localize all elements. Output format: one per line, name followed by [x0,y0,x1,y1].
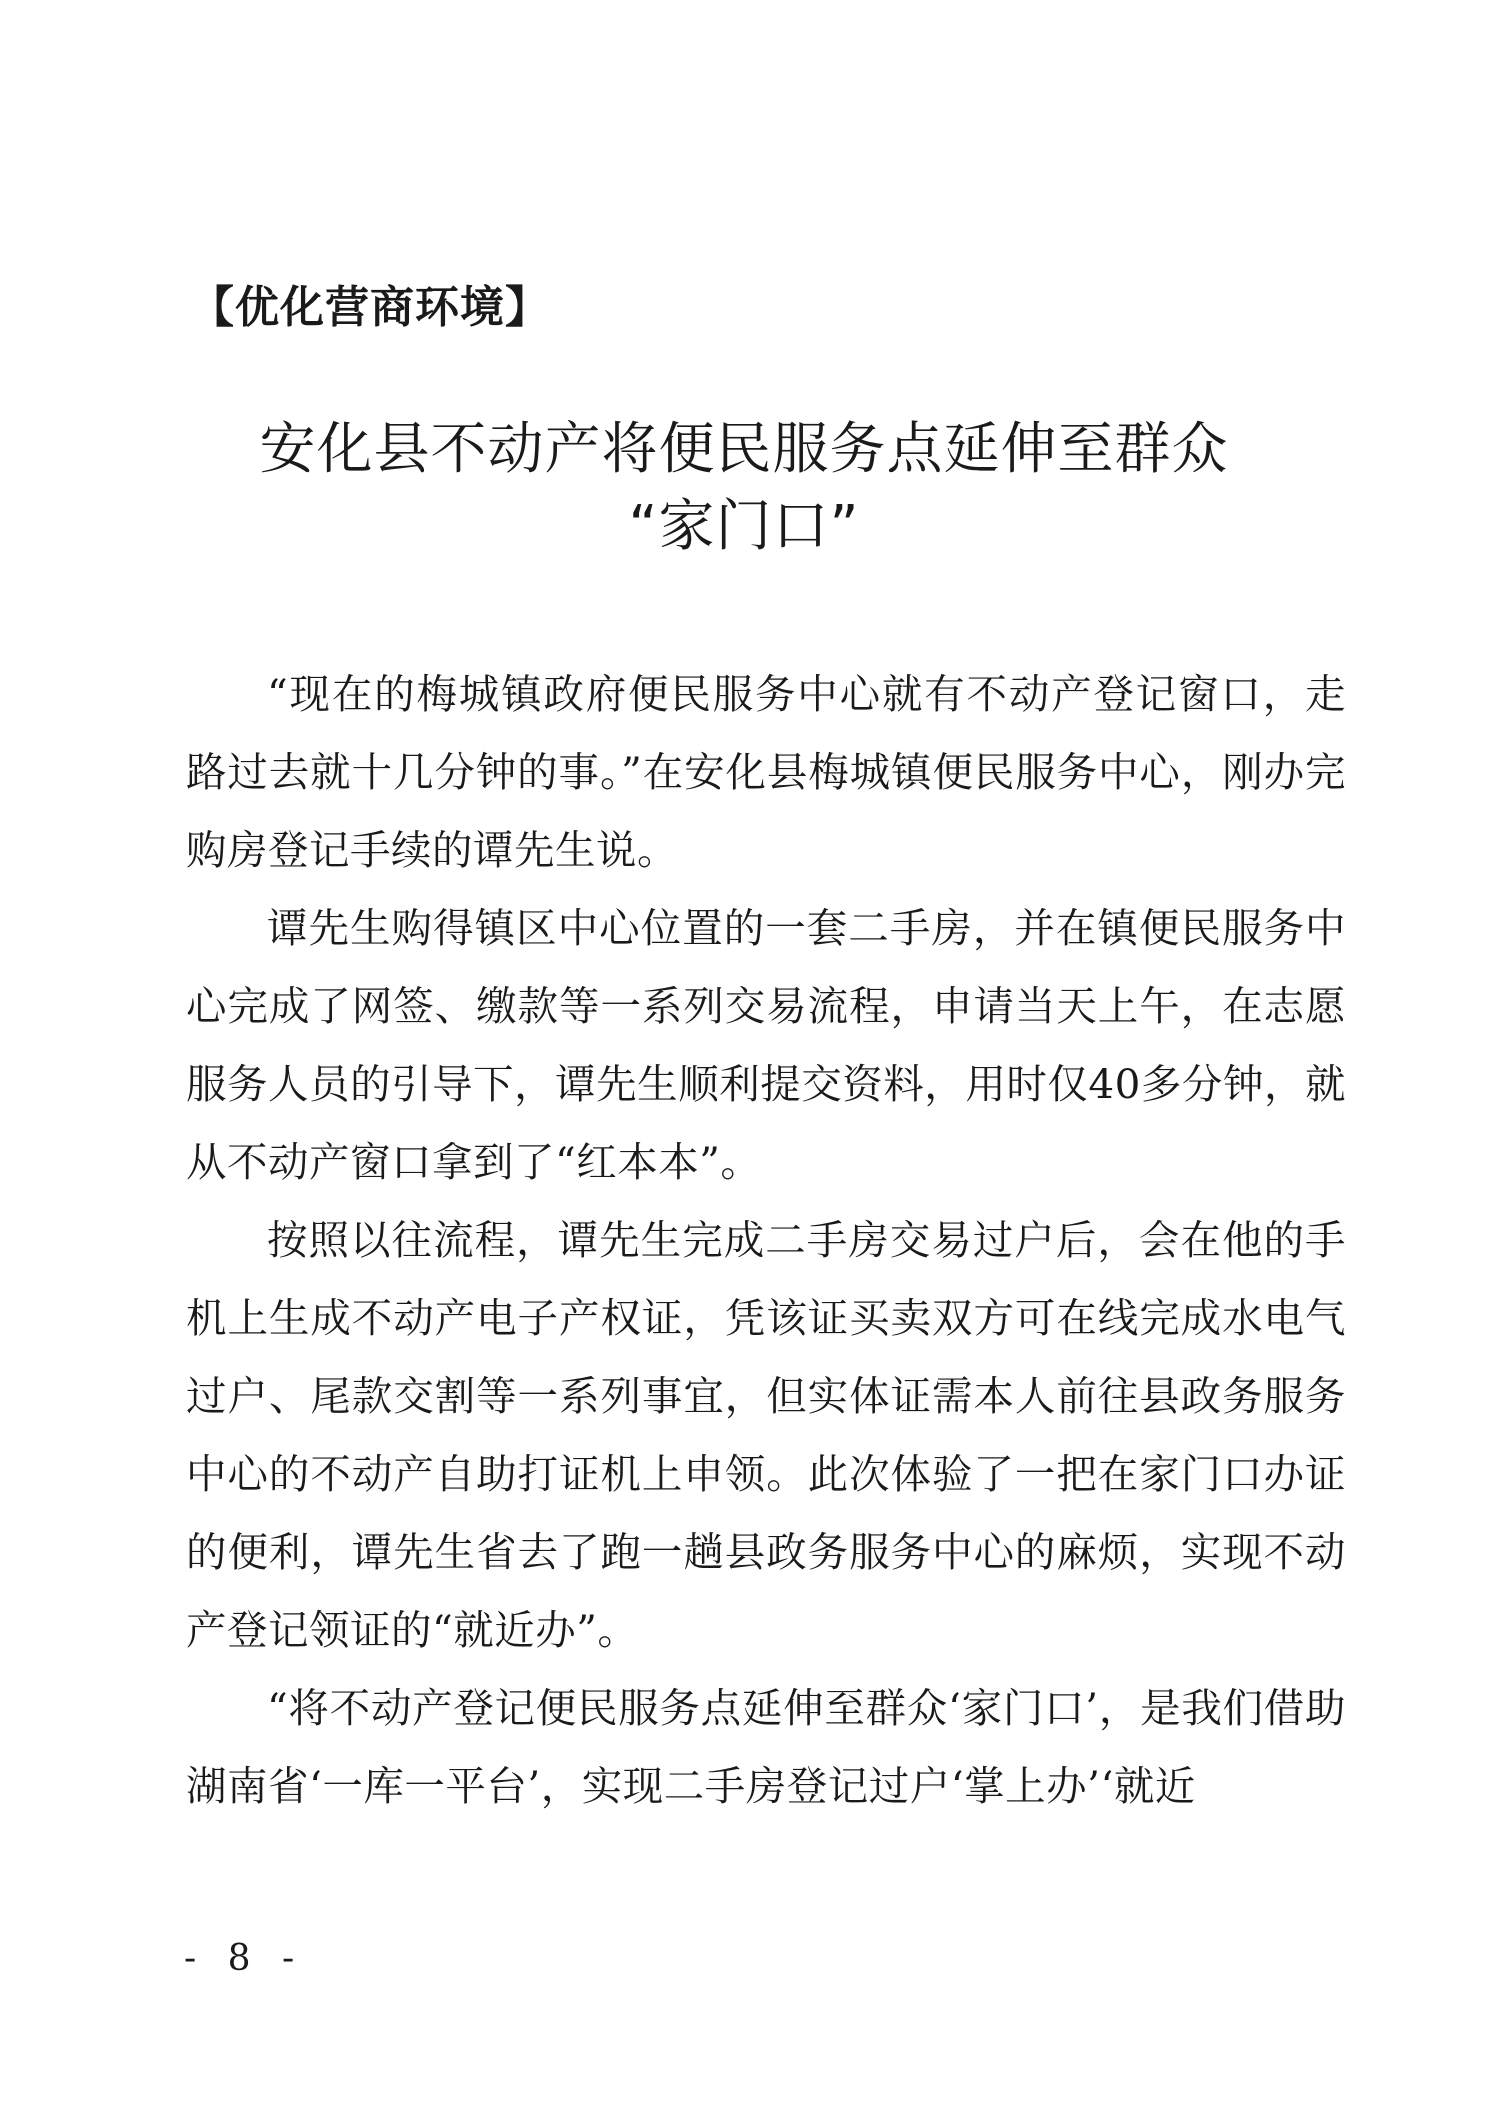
article-title-line-1: 安化县不动产将便民服务点延伸至群众 [259,417,1229,482]
section-tag: 【优化营商环境】 [190,282,550,333]
paragraph: “现在的梅城镇政府便民服务中心就有不动产登记窗口，走路过去就十几分钟的事。”在安化县梅城镇便民服务中心，刚办完购房登记手续的谭先生说。 [186,670,1346,874]
article-title-line-2: “家门口” [628,494,860,559]
article-body [186,655,1346,1825]
page-number: - 8 - [184,1938,305,1979]
paragraph: “将不动产登记便民服务点延伸至群众‘家门口’，是我们借助湖南省‘一库一平台’，实现二手房登记过户‘掌上办’‘就近 [186,1684,1346,1810]
paragraph: 谭先生购得镇区中心位置的一套二手房，并在镇便民服务中心完成了网签、缴款等一系列交易流程，申请当天上午，在志愿服务人员的引导下，谭先生顺利提交资料，用时仅40多分钟，就从不动产窗口拿到了“红本本”。 [186,904,1346,1186]
paragraph: 按照以往流程，谭先生完成二手房交易过户后，会在他的手机上生成不动产电子产权证，凭该证买卖双方可在线完成水电气过户、尾款交割等一系列事宜，但实体证需本人前往县政务服务中心的不动产自助打证机上申领。此次体验了一把在家门口办证的便利，谭先生省去了跑一趟县政务服务中心的麻烦，实现不动产登记领证的“就近办”。 [186,1216,1346,1654]
